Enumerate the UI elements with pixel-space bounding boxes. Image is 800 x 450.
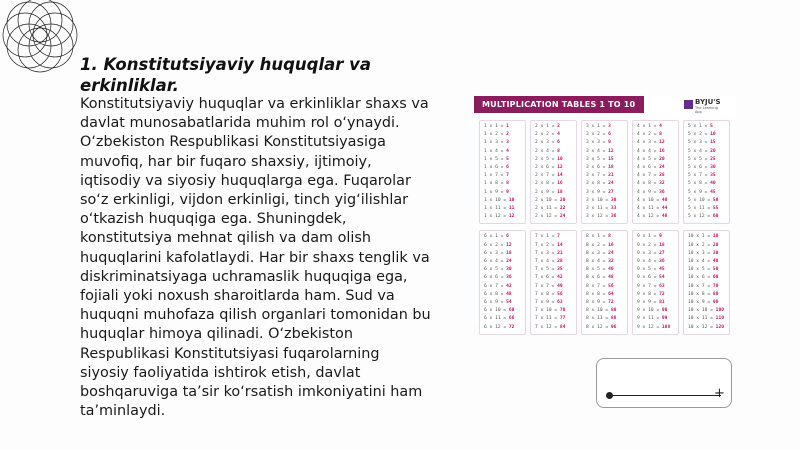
table-line: 6 x 12 = 72 bbox=[484, 324, 515, 330]
table-line: 2 x 12 = 24 bbox=[535, 214, 566, 220]
table-3 bbox=[581, 120, 628, 224]
table-line: 7 x 9 = 63 bbox=[535, 300, 563, 306]
table-line: 3 x 4 = 12 bbox=[586, 148, 614, 154]
table-line: 6 x 1 = 6 bbox=[484, 234, 509, 240]
table-line: 10 x 9 = 90 bbox=[688, 300, 719, 306]
table-line: 10 x 4 = 40 bbox=[688, 259, 719, 265]
table-line: 8 x 2 = 16 bbox=[586, 242, 614, 248]
table-line: 2 x 10 = 20 bbox=[535, 197, 566, 203]
slider-track[interactable] bbox=[609, 395, 721, 396]
table-line: 4 x 11 = 44 bbox=[637, 206, 668, 212]
table-line: 3 x 10 = 30 bbox=[586, 197, 617, 203]
table-line: 3 x 11 = 33 bbox=[586, 206, 617, 212]
table-line: 6 x 3 = 18 bbox=[484, 250, 512, 256]
table-line: 3 x 1 = 3 bbox=[586, 124, 611, 129]
table-line: 3 x 3 = 9 bbox=[586, 140, 611, 146]
table-line: 8 x 1 = 8 bbox=[586, 234, 611, 240]
table-line: 5 x 8 = 40 bbox=[688, 181, 716, 187]
table-line: 4 x 7 = 28 bbox=[637, 173, 665, 179]
table-line: 5 x 9 = 45 bbox=[688, 189, 716, 195]
table-line: 6 x 2 = 12 bbox=[484, 242, 512, 248]
table-line: 9 x 12 = 108 bbox=[637, 324, 671, 330]
byjus-logo bbox=[684, 98, 724, 114]
table-line: 3 x 5 = 15 bbox=[586, 156, 614, 162]
table-line: 1 x 2 = 2 bbox=[484, 132, 509, 138]
table-line: 6 x 10 = 60 bbox=[484, 308, 515, 314]
table-line: 3 x 2 = 6 bbox=[586, 132, 611, 138]
table-line: 1 x 5 = 5 bbox=[484, 156, 509, 162]
table-line: 2 x 1 = 2 bbox=[535, 124, 560, 129]
table-line: 9 x 7 = 63 bbox=[637, 283, 665, 289]
table-line: 1 x 9 = 9 bbox=[484, 189, 509, 195]
table-line: 8 x 6 = 48 bbox=[586, 275, 614, 281]
table-line: 7 x 8 = 56 bbox=[535, 291, 563, 297]
table-line: 6 x 11 = 66 bbox=[484, 316, 515, 322]
table-line: 3 x 8 = 24 bbox=[586, 181, 614, 187]
byjus-logo-icon bbox=[684, 100, 693, 109]
table-line: 9 x 5 = 45 bbox=[637, 267, 665, 273]
table-line: 7 x 1 = 7 bbox=[535, 234, 560, 240]
table-line: 8 x 7 = 56 bbox=[586, 283, 614, 289]
table-line: 4 x 8 = 32 bbox=[637, 181, 665, 187]
table-line: 5 x 11 = 55 bbox=[688, 206, 719, 212]
table-line: 6 x 8 = 48 bbox=[484, 291, 512, 297]
table-9 bbox=[632, 230, 679, 334]
table-line: 2 x 2 = 4 bbox=[535, 132, 560, 138]
slider-widget[interactable] bbox=[596, 358, 732, 408]
byjus-logo-text: BYJU'S bbox=[695, 98, 721, 106]
table-line: 8 x 4 = 32 bbox=[586, 259, 614, 265]
slide-title: 1. Konstitutsiyaviy huquqlar va erkinliklar. bbox=[80, 55, 372, 95]
table-line: 10 x 8 = 80 bbox=[688, 291, 719, 297]
table-line: 4 x 3 = 12 bbox=[637, 140, 665, 146]
slider-dot-icon[interactable] bbox=[606, 392, 613, 399]
table-line: 2 x 3 = 6 bbox=[535, 140, 560, 146]
table-line: 7 x 12 = 84 bbox=[535, 324, 566, 330]
table-line: 10 x 7 = 70 bbox=[688, 283, 719, 289]
table-line: 8 x 11 = 88 bbox=[586, 316, 617, 322]
table-line: 9 x 1 = 9 bbox=[637, 234, 662, 240]
table-line: 10 x 1 = 10 bbox=[688, 234, 719, 240]
table-line: 8 x 12 = 96 bbox=[586, 324, 617, 330]
table-line: 2 x 8 = 16 bbox=[535, 181, 563, 187]
plus-icon[interactable]: + bbox=[714, 386, 725, 401]
table-line: 4 x 10 = 40 bbox=[637, 197, 668, 203]
table-line: 2 x 7 = 14 bbox=[535, 173, 563, 179]
table-line: 1 x 1 = 1 bbox=[484, 124, 509, 129]
table-line: 9 x 11 = 99 bbox=[637, 316, 668, 322]
table-line: 9 x 4 = 36 bbox=[637, 259, 665, 265]
table-line: 7 x 5 = 35 bbox=[535, 267, 563, 273]
table-line: 3 x 7 = 21 bbox=[586, 173, 614, 179]
table-line: 6 x 6 = 36 bbox=[484, 275, 512, 281]
table-line: 5 x 2 = 10 bbox=[688, 132, 716, 138]
table-7 bbox=[530, 230, 577, 334]
table-line: 4 x 2 = 8 bbox=[637, 132, 662, 138]
table-line: 5 x 12 = 60 bbox=[688, 214, 719, 220]
table-line: 8 x 10 = 80 bbox=[586, 308, 617, 314]
multiplication-table-grid bbox=[479, 120, 731, 341]
table-5 bbox=[683, 120, 730, 224]
table-line: 7 x 7 = 49 bbox=[535, 283, 563, 289]
table-line: 7 x 3 = 21 bbox=[535, 250, 563, 256]
table-line: 4 x 4 = 16 bbox=[637, 148, 665, 154]
table-line: 1 x 4 = 4 bbox=[484, 148, 509, 154]
table-line: 4 x 5 = 20 bbox=[637, 156, 665, 162]
table-line: 9 x 9 = 81 bbox=[637, 300, 665, 306]
table-2 bbox=[530, 120, 577, 224]
table-line: 8 x 3 = 24 bbox=[586, 250, 614, 256]
table-8 bbox=[581, 230, 628, 334]
table-line: 5 x 4 = 20 bbox=[688, 148, 716, 154]
table-line: 6 x 5 = 30 bbox=[484, 267, 512, 273]
table-line: 10 x 5 = 50 bbox=[688, 267, 719, 273]
table-line: 1 x 11 = 11 bbox=[484, 206, 515, 212]
table-line: 7 x 11 = 77 bbox=[535, 316, 566, 322]
table-line: 10 x 11 = 110 bbox=[688, 316, 724, 322]
table-line: 9 x 2 = 18 bbox=[637, 242, 665, 248]
byjus-logo-subtitle: The Learning App bbox=[695, 106, 718, 114]
table-line: 5 x 10 = 50 bbox=[688, 197, 719, 203]
table-line: 1 x 3 = 3 bbox=[484, 140, 509, 146]
table-line: 7 x 2 = 14 bbox=[535, 242, 563, 248]
table-line: 10 x 2 = 20 bbox=[688, 242, 719, 248]
table-line: 3 x 6 = 18 bbox=[586, 165, 614, 171]
table-line: 2 x 9 = 18 bbox=[535, 189, 563, 195]
table-line: 4 x 1 = 4 bbox=[637, 124, 662, 129]
table-line: 5 x 3 = 15 bbox=[688, 140, 716, 146]
table-line: 9 x 8 = 72 bbox=[637, 291, 665, 297]
table-line: 9 x 6 = 54 bbox=[637, 275, 665, 281]
table-line: 4 x 9 = 36 bbox=[637, 189, 665, 195]
table-line: 2 x 11 = 22 bbox=[535, 206, 566, 212]
table-line: 5 x 6 = 30 bbox=[688, 165, 716, 171]
table-line: 3 x 12 = 36 bbox=[586, 214, 617, 220]
table-10 bbox=[683, 230, 730, 334]
table-line: 8 x 9 = 72 bbox=[586, 300, 614, 306]
table-line: 9 x 3 = 27 bbox=[637, 250, 665, 256]
table-line: 6 x 7 = 42 bbox=[484, 283, 512, 289]
table-line: 7 x 4 = 28 bbox=[535, 259, 563, 265]
table-line: 5 x 7 = 35 bbox=[688, 173, 716, 179]
table-line: 2 x 4 = 8 bbox=[535, 148, 560, 154]
table-line: 10 x 3 = 30 bbox=[688, 250, 719, 256]
table-line: 3 x 9 = 27 bbox=[586, 189, 614, 195]
multiplication-table-header: MULTIPLICATION TABLES 1 TO 10 bbox=[474, 96, 644, 113]
table-line: 5 x 1 = 5 bbox=[688, 124, 713, 129]
table-line: 9 x 10 = 90 bbox=[637, 308, 668, 314]
table-row bbox=[479, 230, 731, 334]
table-4 bbox=[632, 120, 679, 224]
table-line: 10 x 6 = 60 bbox=[688, 275, 719, 281]
table-line: 6 x 9 = 54 bbox=[484, 300, 512, 306]
table-line: 10 x 10 = 100 bbox=[688, 308, 724, 314]
table-line: 1 x 7 = 7 bbox=[484, 173, 509, 179]
table-line: 4 x 6 = 24 bbox=[637, 165, 665, 171]
table-6 bbox=[479, 230, 526, 334]
table-line: 1 x 10 = 10 bbox=[484, 197, 515, 203]
table-line: 7 x 10 = 70 bbox=[535, 308, 566, 314]
table-line: 8 x 8 = 64 bbox=[586, 291, 614, 297]
table-line: 10 x 12 = 120 bbox=[688, 324, 724, 330]
slide-body-text: Konstitutsiyaviy huquqlar va erkinliklar shaxs va davlat munosabatlarida muhim rol o‘ynaydi. O‘zbekiston Respublikasi Konstitutsiyasiga muvofiq, har bir fuqaro shaxsiy, ijtimoiy, iqtisodiy va siyosiy huquqlarga ega. Fuqarolar so‘z erkinligi, vijdon erkinligi, tinch yig‘ilishlar o‘tkazish huquqiga ega. Shuningdek, konstitutsiya mehnat qilish va dam olish huquqlarini kafolatlaydi. Har bir shaxs tenglik va diskriminatsiyaga uchramaslik huquqiga ega, fojiali yoki noxush sharoitlarda ham. Sud va huquqni muhofaza qilish organlari tomonidan bu huquqlar himoya qilinadi. O‘zbekiston Respublikasi Konstitutsiyasi fuqarolarning siyosiy faoliyatida ishtirok etish, davlat boshqaruviga ta’sir ko‘rsatish imkoniyatini ham ta’minlaydi. bbox=[80, 96, 431, 420]
table-line: 6 x 4 = 24 bbox=[484, 259, 512, 265]
multiplication-table-image bbox=[474, 96, 736, 330]
table-line: 2 x 6 = 12 bbox=[535, 165, 563, 171]
table-line: 7 x 6 = 42 bbox=[535, 275, 563, 281]
table-line: 2 x 5 = 10 bbox=[535, 156, 563, 162]
table-line: 1 x 8 = 8 bbox=[484, 181, 509, 187]
table-line: 1 x 12 = 12 bbox=[484, 214, 515, 220]
table-line: 1 x 6 = 6 bbox=[484, 165, 509, 171]
table-line: 4 x 12 = 48 bbox=[637, 214, 668, 220]
table-line: 8 x 5 = 40 bbox=[586, 267, 614, 273]
table-row bbox=[479, 120, 731, 224]
spirograph-icon bbox=[0, 0, 90, 90]
table-1 bbox=[479, 120, 526, 224]
table-line: 5 x 5 = 25 bbox=[688, 156, 716, 162]
